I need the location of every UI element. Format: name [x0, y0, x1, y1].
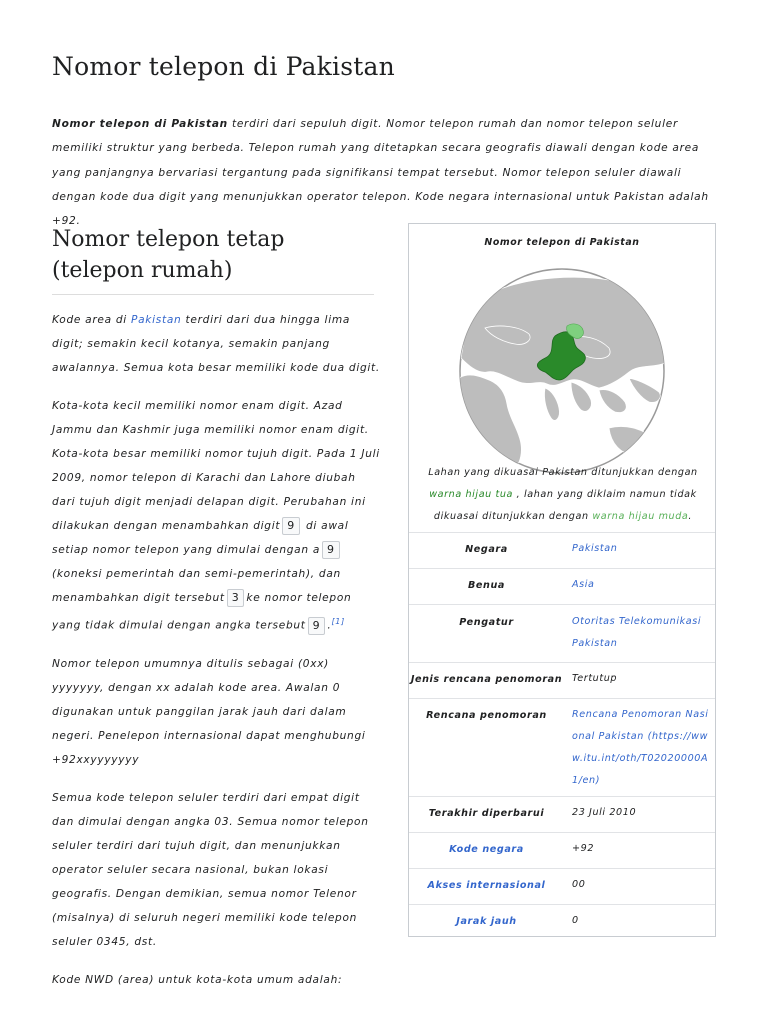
- p2-c: (koneksi pemerintah dan semi-pemerintah), dan menambahkan digit tersebut: [52, 568, 341, 604]
- infobox-value: Tertutup: [572, 673, 618, 684]
- infobox-row-trunk-prefix: [409, 904, 715, 937]
- infobox-row-plan-type: [409, 662, 715, 699]
- paragraph-nwd-intro: Kode NWD (area) untuk kota-kota umum adalah:: [52, 973, 343, 986]
- infobox-title: Nomor telepon di Pakistan: [484, 237, 640, 248]
- link-pakistan-country[interactable]: Pakistan: [572, 543, 618, 554]
- p1-before: Kode area di: [52, 314, 132, 326]
- link-regulator[interactable]: Otoritas Telekomunikasi Pakistan: [572, 616, 702, 649]
- p2-e: .: [327, 619, 332, 632]
- infobox-row-international-access: [409, 868, 715, 905]
- infobox-row-continent: [409, 568, 715, 605]
- globe-map: [459, 268, 665, 474]
- digit-code-3: 3: [227, 589, 245, 607]
- p2-d: ke nomor telepon yang tidak dimulai dengan angka tersebut: [52, 592, 352, 632]
- intro-text: terdiri dari sepuluh digit. Nomor telepon rumah dan nomor telepon seluler memiliki struktur yang berbeda. Telepon rumah yang ditetapkan secara geografis diawali dengan kode area yang panjangnya bervariasi tergantung pada signifikansi tempat tersebut. Nomor telepon seluler diawali dengan kode dua digit yang menunjukkan operator telepon. Kode negara internasional untuk Pakistan adalah +92.: [52, 118, 709, 228]
- link-pakistan[interactable]: Pakistan: [131, 314, 182, 326]
- infobox-label: Terakhir diperbarui: [428, 808, 545, 819]
- p2-a: Kota-kota kecil memiliki nomor enam digit. Azad Jammu dan Kashmir juga memiliki nomor enam digit. Kota-kota besar memiliki nomor tujuh digit. Pada 1 Juli 2009, nomor telepon di Karachi dan Lahore diubah dari tujuh digit menjadi delapan digit. Perubahan ini dilakukan dengan menambahkan digit: [52, 400, 380, 532]
- link-trunk-prefix[interactable]: Jarak jauh: [456, 916, 517, 927]
- paragraph-number-length: [52, 394, 382, 638]
- link-international-access[interactable]: Akses internasional: [427, 880, 546, 891]
- infobox-row-last-updated: [409, 796, 715, 833]
- infobox-row-country-code: [409, 832, 715, 869]
- infobox-value: 0: [572, 915, 579, 926]
- caption-a: Lahan yang dikuasai Pakistan ditunjukkan dengan: [428, 467, 698, 478]
- caption-b: , lahan yang diklaim namun tidak dikuasai ditunjukkan dengan: [433, 489, 697, 522]
- reference-link[interactable]: [1]: [331, 617, 345, 626]
- infobox-row-regulator: [409, 604, 715, 663]
- intro-bold-term: Nomor telepon di Pakistan: [52, 118, 228, 130]
- infobox-value: 23 Juli 2010: [572, 807, 637, 818]
- p2-b: di awal setiap nomor telepon yang dimulai dengan a: [52, 520, 349, 556]
- infobox: [408, 223, 716, 937]
- infobox-row-country: [409, 532, 715, 569]
- page-title: Nomor telepon di Pakistan: [52, 52, 395, 81]
- digit-code-9: 9: [308, 617, 326, 635]
- caption-c: .: [688, 511, 693, 522]
- infobox-label: Negara: [465, 544, 508, 555]
- intro-paragraph: [52, 112, 722, 233]
- infobox-value: 00: [572, 879, 586, 890]
- infobox-label: Rencana penomoran: [426, 710, 547, 721]
- caption-dark-green: warna hijau tua: [429, 489, 514, 500]
- paragraph-mobile: Semua kode telepon seluler terdiri dari empat digit dan dimulai dengan angka 03. Semua nomor telepon seluler terdiri dari tujuh digit, dan menunjukkan operator seluler secara nasional, bukan lokasi geografis. Dengan demikian, semua nomor Telenor (misalnya) di seluruh negeri memiliki kode telepon seluler 0345, dst.: [52, 791, 369, 948]
- section-heading-fixed-line: Nomor telepon tetap (telepon rumah): [52, 224, 374, 295]
- digit-code-9: 9: [282, 517, 300, 535]
- digit-code-9: 9: [322, 541, 340, 559]
- article-body: [52, 308, 382, 1006]
- infobox-label: Pengatur: [459, 617, 514, 628]
- p1-after: terdiri dari dua hingga lima digit; semakin kecil kotanya, semakin panjang awalannya. Semua kota besar memiliki kode dua digit.: [52, 314, 380, 374]
- paragraph-format: Nomor telepon umumnya ditulis sebagai (0xx) yyyyyyy, dengan xx adalah kode area. Awalan 0 digunakan untuk panggilan jarak jauh dari dalam negeri. Penelepon internasional dapat menghubungi +92xxyyyyyyy: [52, 657, 366, 766]
- map-caption: [419, 462, 707, 528]
- infobox-label: Jenis rencana penomoran: [410, 674, 563, 685]
- infobox-value: +92: [572, 843, 595, 854]
- caption-light-green: warna hijau muda: [592, 511, 689, 522]
- link-numbering-plan[interactable]: Rencana Penomoran Nasional Pakistan (https://www.itu.int/oth/T02020000A1/en): [572, 709, 709, 786]
- globe-map-image: [459, 268, 665, 474]
- infobox-label: Benua: [468, 580, 505, 591]
- link-country-code[interactable]: Kode negara: [449, 844, 524, 855]
- link-asia[interactable]: Asia: [572, 579, 595, 590]
- paragraph-area-codes: [52, 308, 382, 380]
- infobox-row-numbering-plan: [409, 698, 715, 797]
